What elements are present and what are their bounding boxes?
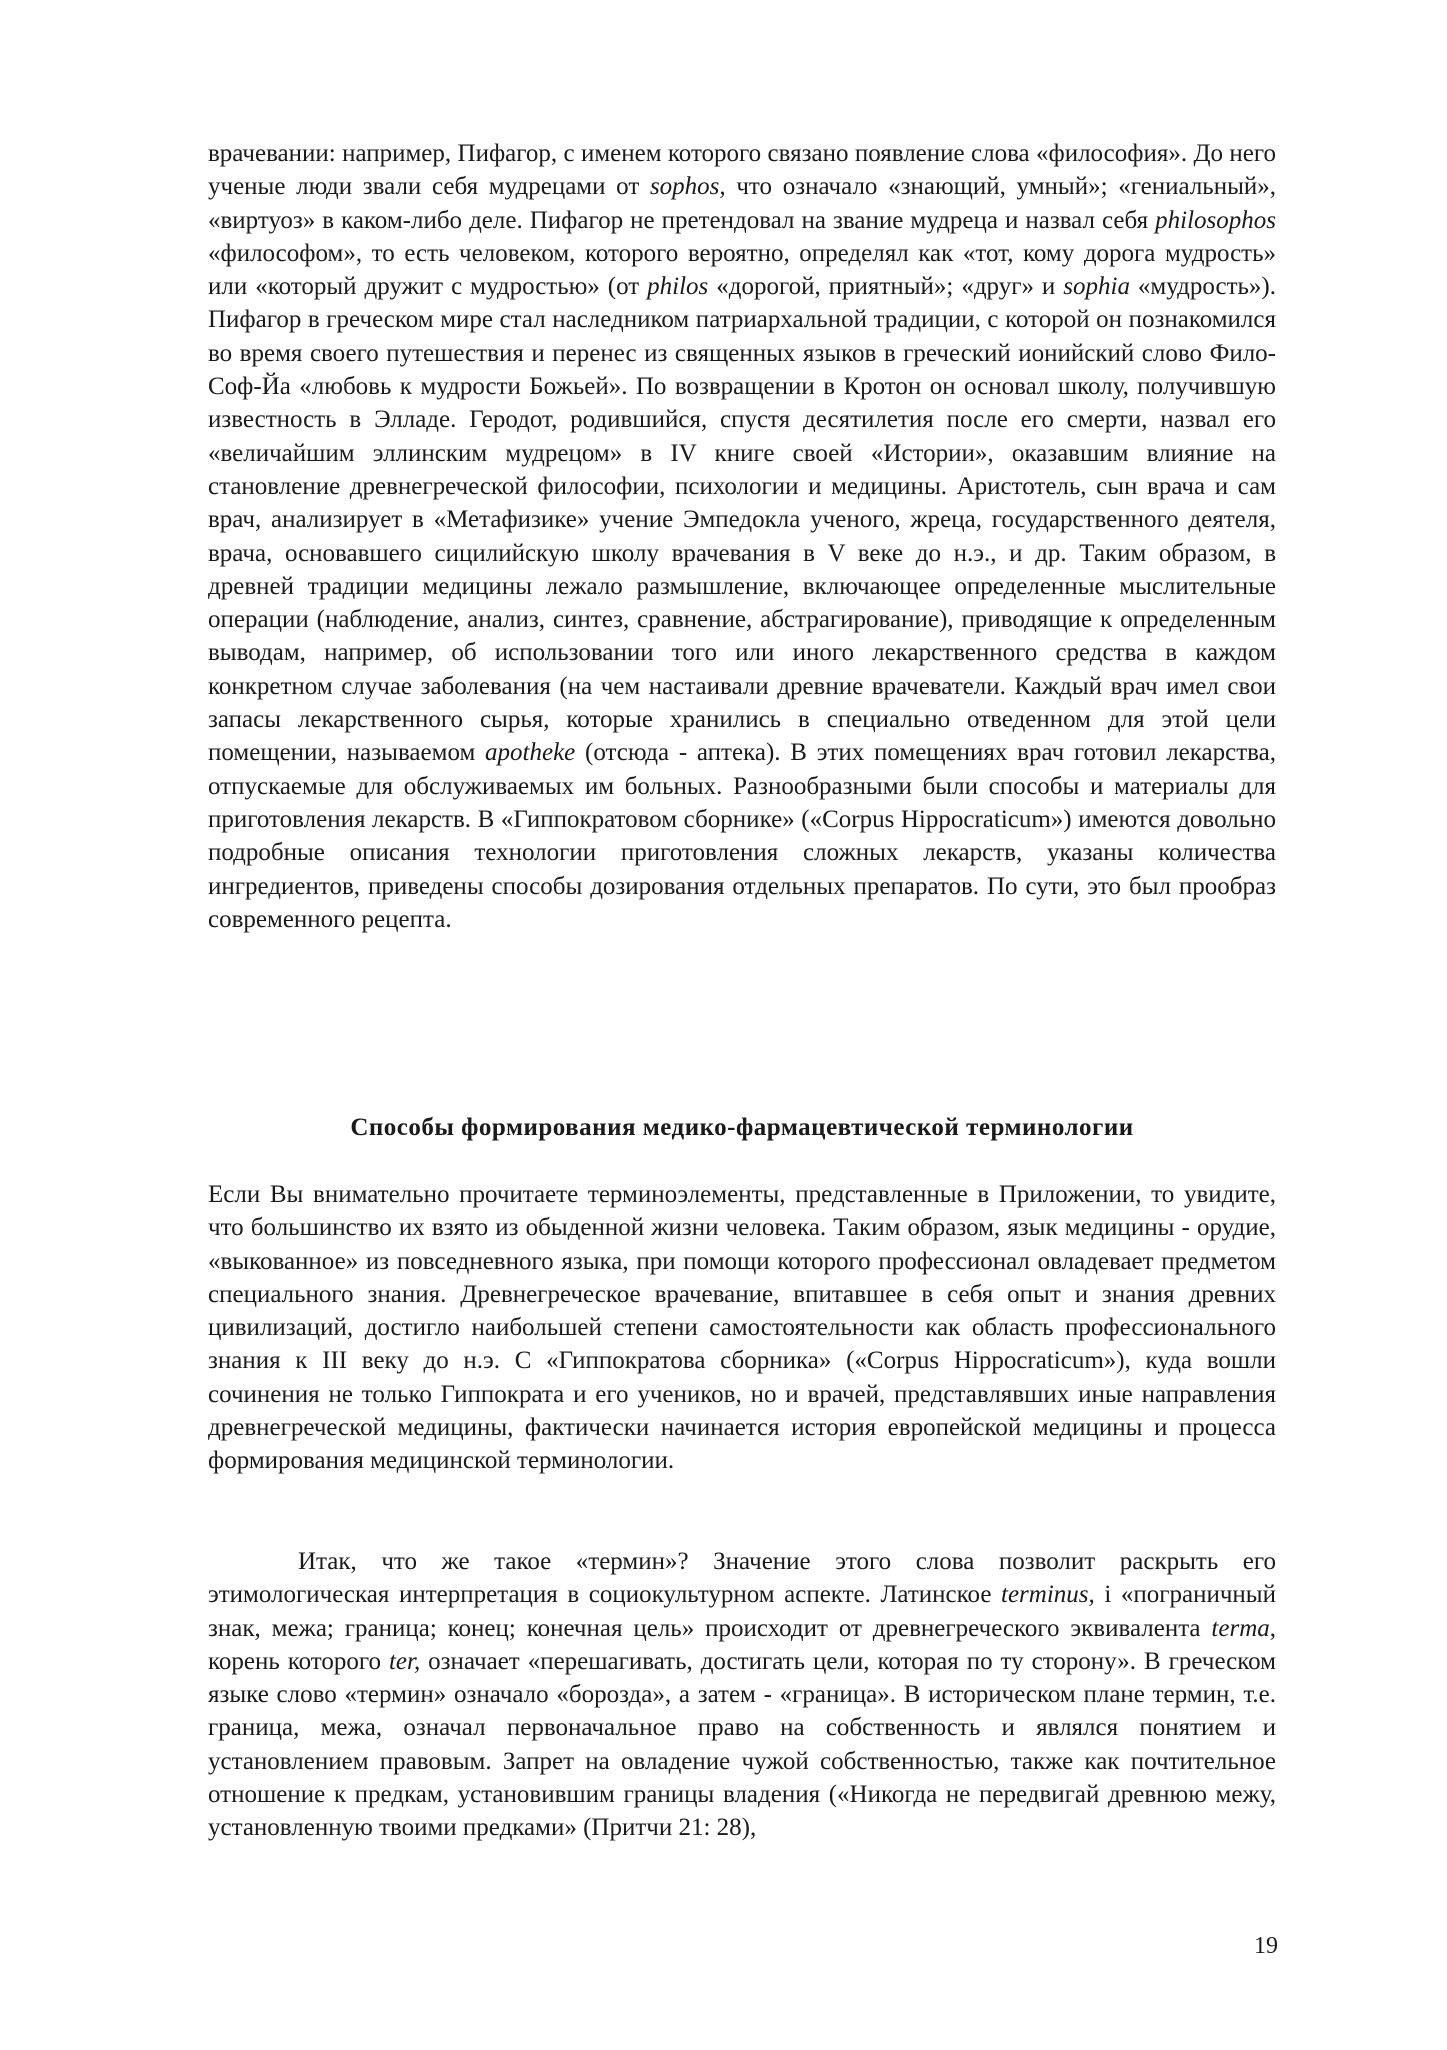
italic-term: apotheke [485,739,576,767]
text-segment: Итак, что же такое «термин»? Значение этого слова позволит раскрыть его этимологическая интерпретация в социокультурном аспекте. Латинское [208,1548,1276,1609]
italic-term: terminus, [1001,1581,1095,1609]
text-segment: означает «перешагивать, достигать цели, которая по ту сторону». В греческом языке слово «термин» означало «борозда», а затем - «граница». В историческом плане термин, т.е. граница, межа, означал первоначальное право на собственность и являлся понятием и установлением правовым. Запрет на овладение чужой собственностью, также как почтительное отношение к предкам, установившим границы владения («Никогда не передвигай древнюю межу, установленную твоими предками» (Притчи 21: 28), [208,1647,1276,1842]
text-segment: i «пограничный знак, межа; граница; конец; конечная цель» происходит от древнегреческого эквивалента [208,1581,1276,1642]
italic-term: sophos, [649,173,726,201]
italic-term: ter, [388,1647,421,1675]
text-segment: «мудрость»). Пифагор в греческом мире стал наследником патриархальной традиции, с которой он познакомился во время своего путешествия и перенес из священных языков в греческий ионийский слово Фило-Соф-Йа «любовь к мудрости Божьей». По возвращении в Кротон он основал школу, получившую известность в Элладе. Геродот, родившийся, спустя десятилетия после его смерти, назвал его «величайшим эллинским мудрецом» в IV книге своей «Истории», оказавшим влияние на становление древнегреческой философии, психологии и медицины. Аристотель, сын врача и сам врач, анализирует в «Метафизике» учение Эмпедокла ученого, жреца, государственного деятеля, врача, основавшего сицилийскую школу врачевания в V веке до н.э., и др. Таким образом, в древней традиции медицины лежало размышление, включающее определенные мыслительные операции (наблюдение, анализ, синтез, сравнение, абстрагирование), приводящие к определенным выводам, например, об использовании того или иного лекарственного средства в каждом конкретном случае заболевания (на чем настаивали древние врачеватели. Каждый врач имел свои запасы лекарственного сырья, которые хранились в специально отведенном для этой цели помещении, называемом [208,273,1276,767]
paragraph-3 [208,1545,1276,1845]
section-heading: Способы формирования медико-фармацевтической терминологии [350,1114,1134,1141]
page-number: 19 [1254,1933,1278,1959]
text-segment: (отсюда - аптека). В этих помещениях врач готовил лекарства, отпускаемые для обслуживаемых им больных. Разнообразными были способы и материалы для приготовления лекарств. В «Гиппократовом сборнике» («Corpus Hippocraticum») имеются довольно подробные описания технологии приготовления сложных лекарств, указаны количества ингредиентов, приведены способы дозирования отдельных препаратов. По сути, это был прообраз современного рецепта. [208,739,1276,933]
text-segment: врачевании: например, Пифагор, с именем которого связано появление слова «философия». До него ученые люди звали себя мудрецами от [208,140,1276,201]
text-segment: «дорогой, приятный»; «друг» и [708,273,1064,301]
paragraph-1 [208,137,1276,936]
text-segment: что означало «знающий, умный»; «гениальный», «виртуоз» в каком-либо деле. Пифагор не претендовал на звание мудреца и назвал себя [208,173,1277,234]
italic-term: philos [647,273,709,301]
text-segment: Если Вы внимательно прочитаете терминоэлементы, представленные в Приложении, то увидите, что большинство их взято из обыденной жизни человека. Таким образом, язык медицины - орудие, «выкованное» из повседневного языка, при помощи которого профессионал овладевает предметом специального знания. Древнегреческое врачевание, впитавшее в себя опыт и знания древних цивилизаций, достигло наибольшей степени самостоятельности как область профессионального знания к III веку до н.э. С «Гиппократова сборника» («Corpus Hippocraticum»), куда вошли сочинения не только Гиппократа и его учеников, но и врачей, представлявших иные направления древнегреческой медицины, фактически начинается история европейской медицины и процесса формирования медицинской терминологии. [208,1181,1276,1475]
paragraph-2 [208,1178,1276,1478]
italic-term: philosophos [1155,206,1276,234]
text-segment: «философом», то есть человеком, которого вероятно, определял как «тот, кому дорога мудрость» или «который дружит с мудростью» (от [208,239,1276,301]
text-segment: , корень которого [208,1614,1276,1675]
italic-term: terma [1211,1614,1270,1642]
italic-term: sophia [1063,273,1130,301]
